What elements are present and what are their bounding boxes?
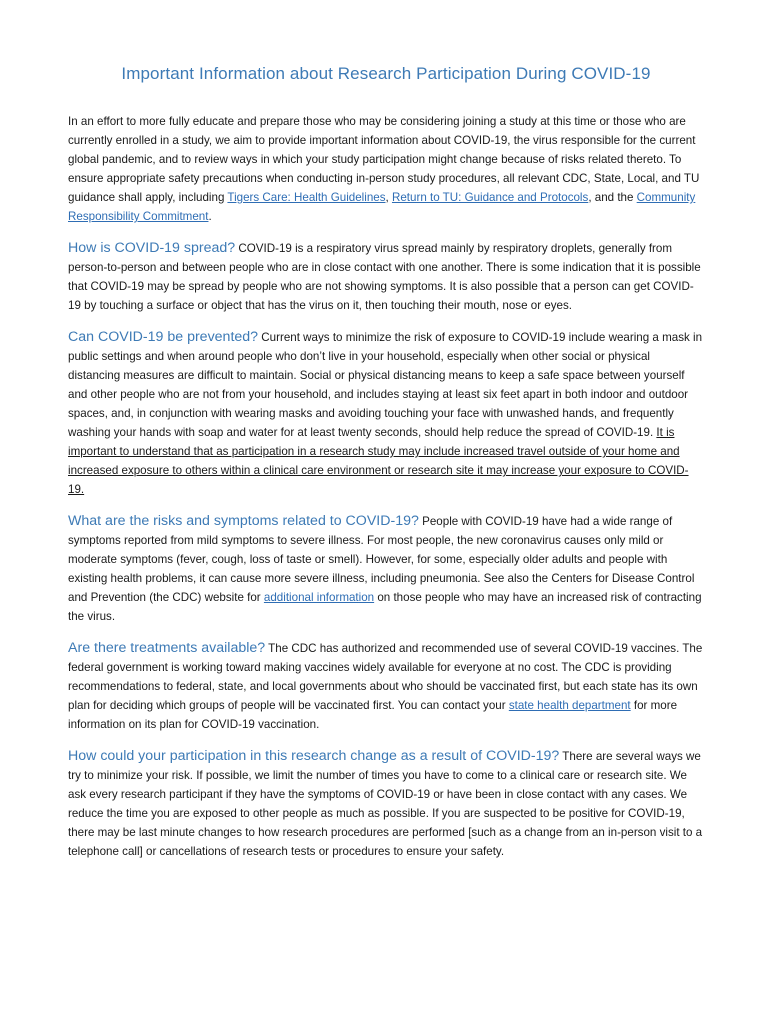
community-responsibility-link[interactable]: Community Responsibility Commitment bbox=[68, 191, 696, 223]
text-treatments-after: for more information on its plan for COVID-19 vaccination. bbox=[68, 699, 678, 731]
section-participation bbox=[68, 747, 704, 861]
text-risks-after: on those people who may have an increased risk of contracting the virus. bbox=[68, 591, 702, 623]
intro-separator-1: , bbox=[385, 191, 392, 204]
heading-prevention: Can COVID-19 be prevented? bbox=[68, 329, 259, 345]
heading-spread: How is COVID-19 spread? bbox=[68, 240, 236, 256]
intro-separator-2: , and the bbox=[588, 191, 637, 204]
underlined-warning: It is important to understand that as participation in a research study may include increased travel outside of your home and increased exposure to others within a clinical care environment or research site it may increase your exposure to COVID-19. bbox=[68, 426, 689, 496]
intro-text: In an effort to more fully educate and prepare those who may be considering joining a study at this time or those who are currently enrolled in a study, we aim to provide important information about COVID-19, the virus responsible for the current global pandemic, and to review ways in which your study participation might change because of risks related thereto. To ensure appropriate safety precautions when conducting in-person study procedures, all relevant CDC, State, Local, and TU guidance shall apply, including bbox=[68, 115, 700, 204]
section-prevention bbox=[68, 328, 704, 499]
heading-treatments: Are there treatments available? bbox=[68, 640, 266, 656]
heading-participation: How could your participation in this research change as a result of COVID-19? bbox=[68, 748, 560, 764]
page-title: Important Information about Research Participation During COVID-19 bbox=[121, 64, 651, 83]
section-treatments bbox=[68, 639, 704, 734]
return-to-tu-link[interactable]: Return to TU: Guidance and Protocols bbox=[391, 191, 589, 204]
tigers-care-link[interactable]: Tigers Care: Health Guidelines bbox=[227, 191, 386, 204]
text-risks: People with COVID-19 have had a wide range of symptoms reported from mild symptoms to severe illness. For most people, the new coronavirus causes only mild or moderate symptoms (fever, cough, loss of taste or smell). However, for some, especially older adults and people with existing health problems, it can cause more severe illness, including pneumonia. See also the Centers for Disease Control and Prevention (the CDC) website for bbox=[68, 515, 695, 604]
text-spread: COVID-19 is a respiratory virus spread mainly by respiratory droplets, generally from person-to-person and between people who are in close contact with one another. There is some indication that it is possible that COVID-19 may be spread by people who are not showing symptoms. It is also possible that a person can get COVID-19 by touching a surface or object that has the virus on it, then touching their mouth, nose or eyes. bbox=[68, 242, 701, 312]
additional-information-link[interactable]: additional information bbox=[263, 591, 375, 604]
section-risks bbox=[68, 512, 704, 626]
state-health-department-link[interactable]: state health department bbox=[508, 699, 631, 712]
section-spread bbox=[68, 239, 704, 315]
text-participation: There are several ways we try to minimize your risk. If possible, we limit the number of times you have to come to a clinical care or research site. We ask every research participant if they have the symptoms of COVID-19 or have been in close contact with any cases. We reduce the time you are exposed to other people as much as possible. If you are suspected to be positive for COVID-19, there may be last minute changes to how research procedures are performed [such as a change from an in-person visit to a telephone call] or cancellations of research tests or procedures to ensure your safety. bbox=[68, 750, 703, 858]
text-prevention: Current ways to minimize the risk of exposure to COVID-19 include wearing a mask in public settings and when around people who don’t live in your household, especially when other social or physical distancing measures are difficult to maintain. Social or physical distancing means to keep a safe space between yourself and other people who are not from your household, and includes staying at least six feet apart in both indoor and outdoor spaces, and, in conjunction with wearing masks and avoiding touching your face with unwashed hands, and frequently washing your hands with soap and water for at least twenty seconds, should help reduce the spread of COVID-19. bbox=[68, 331, 703, 439]
text-treatments: The CDC has authorized and recommended use of several COVID-19 vaccines. The federal government is working toward making vaccines widely available for everyone at no cost. The CDC is providing recommendations to federal, state, and local governments about who should be vaccinated first, but each state has its own plan for deciding which groups of people will be vaccinated first. You can contact your bbox=[68, 642, 703, 712]
heading-risks: What are the risks and symptoms related to COVID-19? bbox=[68, 513, 419, 529]
intro-paragraph bbox=[68, 112, 704, 226]
intro-end: . bbox=[208, 210, 212, 223]
